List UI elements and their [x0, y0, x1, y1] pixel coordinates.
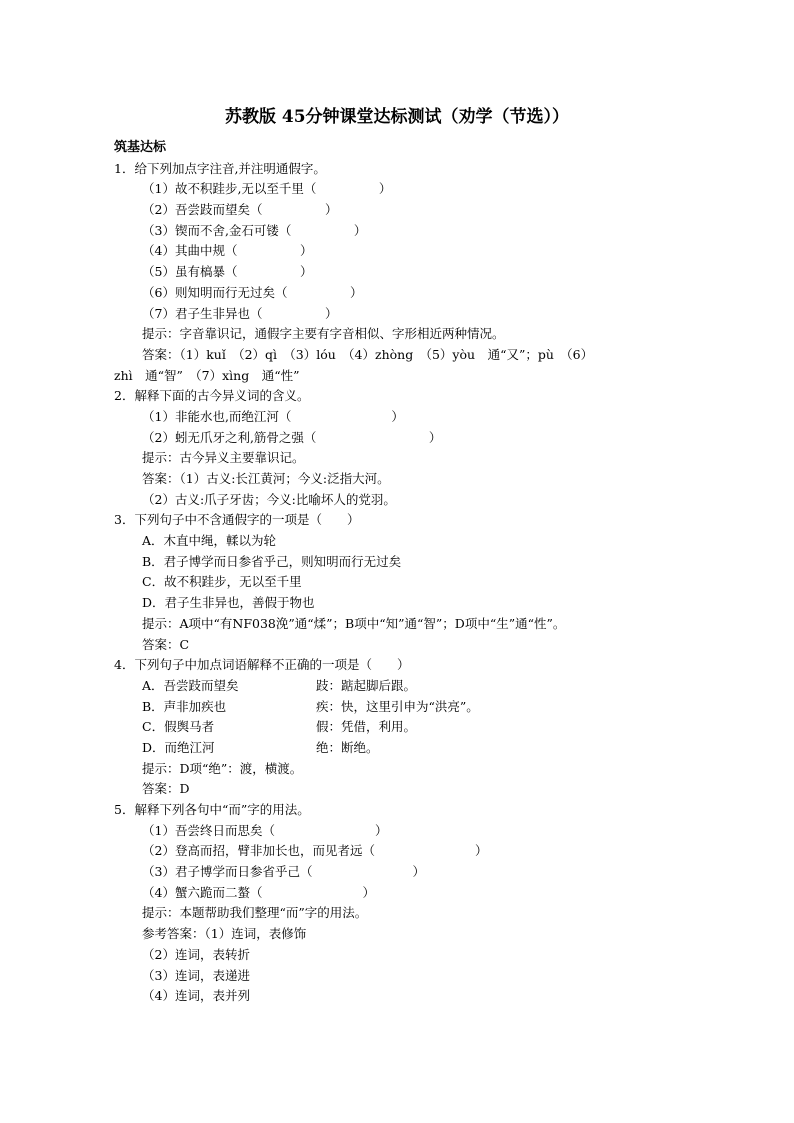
option-sentence: D．而绝江河	[142, 739, 215, 755]
question-1-item: （2）吾尝跂而望矣（ ）	[142, 202, 338, 218]
question-5-answer: （3）连词，表递进	[142, 967, 250, 983]
question-3-stem: 3．下列句子中不含通假字的一项是（ ）	[114, 512, 360, 528]
section-heading: 筑基达标	[114, 140, 167, 155]
question-3-hint: 提示：A项中“有NF038浼”通“煣”；B项中“知”通“智”；D项中“生”通“性”。	[142, 615, 566, 631]
question-3-option: B．君子博学而日参省乎己，则知明而行无过矣	[142, 553, 402, 569]
question-2-item: （2）蚓无爪牙之利,筋骨之强（ ）	[142, 429, 442, 445]
option-explanation: 跂：踮起脚后跟。	[316, 677, 417, 693]
option-sentence: C．假舆马者	[142, 719, 215, 735]
question-2-stem: 2．解释下面的古今异义词的含义。	[114, 388, 310, 404]
question-2-item: （1）非能水也,而绝江河（ ）	[142, 408, 404, 424]
question-2-answer: 答案：（1）古义:长江黄河；今义:泛指大河。	[142, 471, 390, 486]
question-3-option: C．故不积跬步，无以至千里	[142, 574, 302, 590]
question-3-option: A．木直中绳，輮以为轮	[142, 533, 277, 549]
question-5-hint: 提示：本题帮助我们整理“而”字的用法。	[142, 905, 368, 921]
question-5-item: （1）吾尝终日而思矣（ ）	[142, 822, 388, 838]
question-4-option	[114, 738, 714, 759]
option-sentence: B．声非加疾也	[142, 698, 227, 714]
question-3-answer: 答案：C	[142, 636, 190, 652]
question-4-option	[114, 717, 714, 738]
question-4-answer: 答案：D	[142, 781, 190, 797]
option-explanation: 绝：断绝。	[316, 739, 379, 755]
question-5-item: （2）登高而招，臂非加长也，而见者远（ ）	[142, 843, 488, 859]
question-2-hint: 提示：古今异义主要靠识记。	[142, 450, 305, 466]
document-body	[114, 138, 714, 1007]
question-2-answer: （2）古义:爪子牙齿；今义:比喻坏人的党羽。	[142, 491, 396, 507]
question-4-option	[114, 676, 714, 697]
question-5-item: （3）君子博学而日参省乎己（ ）	[142, 864, 425, 880]
question-1-item: （6）则知明而行无过矣（ ）	[142, 284, 363, 300]
question-5-item: （4）蟹六跪而二螯（ ）	[142, 884, 375, 900]
question-1-item: （3）锲而不舍,金石可镂（ ）	[142, 222, 367, 238]
question-1-answer: 答案：（1）kuǐ （2）qì （3）lóu （4）zhòng （5）yòu 通“又”；pù （6）	[142, 346, 594, 362]
question-3-option: D．君子生非异也，善假于物也	[142, 595, 315, 611]
option-explanation: 假：凭借，利用。	[316, 719, 417, 735]
question-5-answer: （2）连词，表转折	[142, 946, 250, 962]
option-explanation: 疾：快，这里引申为“洪亮”。	[316, 698, 479, 714]
question-1-item: （5）虽有槁暴（ ）	[142, 264, 313, 280]
option-sentence: A．吾尝跂而望矣	[142, 677, 239, 693]
question-5-stem: 5．解释下列各句中“而”字的用法。	[114, 802, 310, 817]
question-4-option	[114, 697, 714, 718]
question-4-stem: 4．下列句子中加点词语解释不正确的一项是（ ）	[114, 657, 410, 673]
question-4-hint: 提示：D项“绝”：渡，横渡。	[142, 760, 303, 776]
question-1-item: （7）君子生非异也（ ）	[142, 305, 338, 321]
question-1-answer-continued: zhì 通“智” （7）xìng 通“性”	[114, 367, 300, 383]
question-5-answer: 参考答案：（1）连词，表修饰	[142, 926, 307, 942]
question-1-item: （1）故不积跬步,无以至千里（ ）	[142, 181, 392, 197]
page-title: 苏教版 45分钟课堂达标测试（劝学（节选））	[224, 107, 570, 127]
question-5-answer: （4）连词，表并列	[142, 988, 250, 1004]
question-1-stem: 1．给下列加点字注音,并注明通假字。	[114, 160, 326, 176]
question-1-hint: 提示：字音靠识记，通假字主要有字音相似、字形相近两种情况。	[142, 326, 505, 342]
question-1-item: （4）其曲中规（ ）	[142, 243, 313, 259]
